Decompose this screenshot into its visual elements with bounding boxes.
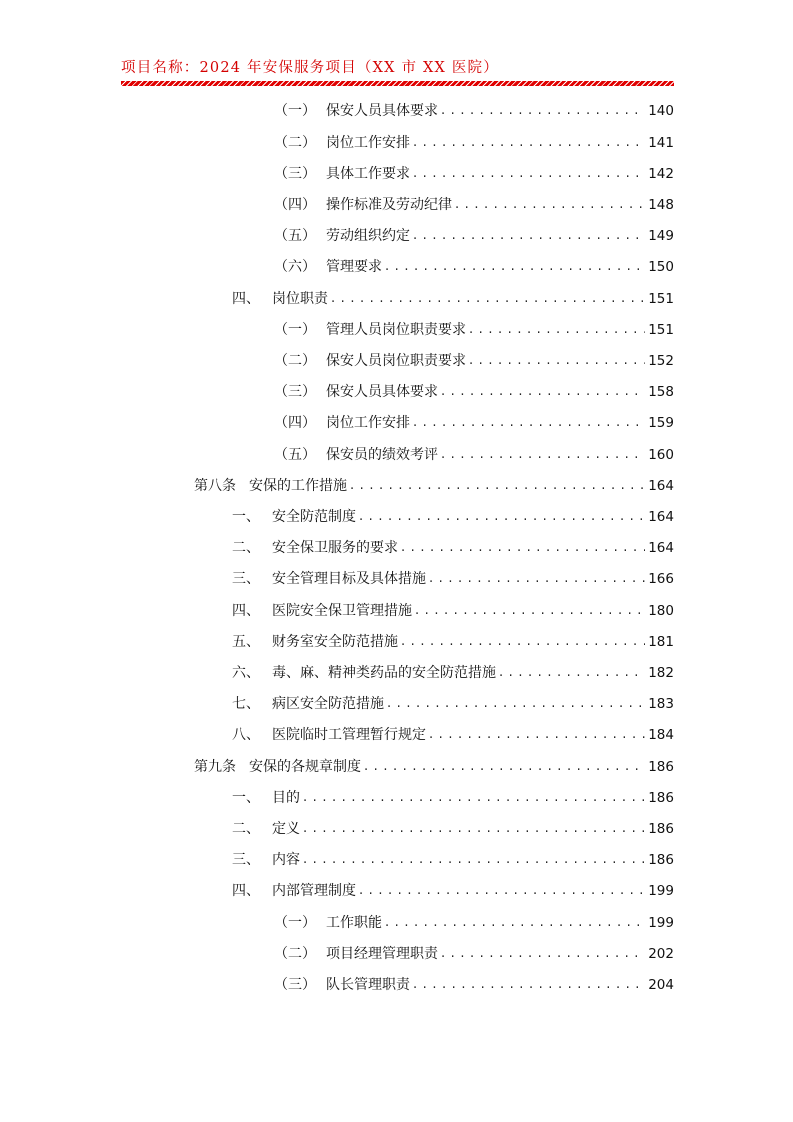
toc-entry[interactable] xyxy=(194,476,674,496)
toc-entry-number: 五、 xyxy=(232,634,260,650)
dot-leader xyxy=(350,476,645,496)
dot-leader xyxy=(413,133,645,153)
toc-entry[interactable] xyxy=(232,538,674,558)
dot-leader xyxy=(387,694,645,714)
toc-entry-title: 内容 xyxy=(272,852,300,868)
toc-entry-page: 184 xyxy=(648,727,674,743)
toc-entry-number: （一） xyxy=(274,915,316,931)
toc-entry-number: 第九条 xyxy=(194,759,236,775)
toc-entry-number: 六、 xyxy=(232,665,260,681)
toc-entry[interactable] xyxy=(274,195,674,215)
toc-entry-title: 岗位工作安排 xyxy=(326,415,410,431)
dot-leader xyxy=(429,569,645,589)
toc-entry[interactable] xyxy=(274,101,674,121)
toc-entry-title: 安全管理目标及具体措施 xyxy=(272,571,426,587)
dot-leader xyxy=(385,257,645,277)
toc-entry-title: 管理要求 xyxy=(326,259,382,275)
toc-entry-page: 151 xyxy=(648,322,674,338)
toc-entry-title: 财务室安全防范措施 xyxy=(272,634,398,650)
toc-entry-title: 队长管理职责 xyxy=(326,977,410,993)
toc-entry-number: （三） xyxy=(274,384,316,400)
toc-entry[interactable] xyxy=(232,881,674,901)
toc-entry-title: 保安人员具体要求 xyxy=(326,103,438,119)
toc-entry-title: 病区安全防范措施 xyxy=(272,696,384,712)
dot-leader xyxy=(499,663,645,683)
dot-leader xyxy=(359,507,645,527)
toc-entry-page: 183 xyxy=(648,696,674,712)
toc-entry-page: 151 xyxy=(648,291,674,307)
toc-entry-number: 一、 xyxy=(232,790,260,806)
toc-entry-title: 保安人员具体要求 xyxy=(326,384,438,400)
toc-entry-page: 186 xyxy=(648,759,674,775)
toc-entry-title: 安保的各规章制度 xyxy=(249,759,361,775)
toc-entry-page: 158 xyxy=(648,384,674,400)
toc-entry-number: （二） xyxy=(274,353,316,369)
toc-entry-page: 149 xyxy=(648,228,674,244)
dot-leader xyxy=(441,101,645,121)
toc-entry[interactable] xyxy=(232,694,674,714)
toc-entry[interactable] xyxy=(274,944,674,964)
toc-entry-number: （四） xyxy=(274,415,316,431)
toc-entry-title: 岗位工作安排 xyxy=(326,135,410,151)
toc-entry-title: 具体工作要求 xyxy=(326,166,410,182)
header-divider xyxy=(121,81,674,86)
toc-entry[interactable] xyxy=(232,289,674,309)
toc-entry-number: 第八条 xyxy=(194,478,236,494)
toc-entry[interactable] xyxy=(274,164,674,184)
toc-entry-page: 186 xyxy=(648,821,674,837)
toc-entry[interactable] xyxy=(274,226,674,246)
toc-entry-title: 医院安全保卫管理措施 xyxy=(272,603,412,619)
toc-entry[interactable] xyxy=(232,788,674,808)
toc-entry[interactable] xyxy=(274,382,674,402)
toc-entry-page: 150 xyxy=(648,259,674,275)
toc-entry-page: 204 xyxy=(648,977,674,993)
toc-entry[interactable] xyxy=(274,320,674,340)
toc-entry-page: 142 xyxy=(648,166,674,182)
toc-entry[interactable] xyxy=(274,975,674,995)
dot-leader xyxy=(413,164,645,184)
toc-entry-number: 三、 xyxy=(232,571,260,587)
toc-entry-number: （五） xyxy=(274,228,316,244)
dot-leader xyxy=(469,320,645,340)
toc-entry-number: 四、 xyxy=(232,883,260,899)
toc-entry-page: 140 xyxy=(648,103,674,119)
toc-entry-page: 199 xyxy=(648,915,674,931)
page-header xyxy=(121,58,674,86)
toc-entry-title: 管理人员岗位职责要求 xyxy=(326,322,466,338)
toc-entry-number: （三） xyxy=(274,977,316,993)
toc-entry-page: 181 xyxy=(648,634,674,650)
toc-entry-title: 岗位职责 xyxy=(272,291,328,307)
dot-leader xyxy=(303,819,645,839)
toc-entry-title: 保安员的绩效考评 xyxy=(326,447,438,463)
toc-entry-page: 160 xyxy=(648,447,674,463)
toc-entry-title: 定义 xyxy=(272,821,300,837)
toc-entry-title: 劳动组织约定 xyxy=(326,228,410,244)
toc-entry[interactable] xyxy=(194,757,674,777)
dot-leader xyxy=(401,632,645,652)
toc-entry-title: 安保的工作措施 xyxy=(249,478,347,494)
toc-entry-page: 180 xyxy=(648,603,674,619)
toc-entry-number: （五） xyxy=(274,447,316,463)
toc-entry-page: 182 xyxy=(648,665,674,681)
toc-entry[interactable] xyxy=(274,351,674,371)
toc-entry-page: 166 xyxy=(648,571,674,587)
dot-leader xyxy=(455,195,645,215)
toc-entry-title: 操作标准及劳动纪律 xyxy=(326,197,452,213)
toc-entry-number: （二） xyxy=(274,946,316,962)
toc-entry[interactable] xyxy=(232,569,674,589)
toc-entry-page: 164 xyxy=(648,509,674,525)
toc-entry-page: 141 xyxy=(648,135,674,151)
dot-leader xyxy=(413,975,645,995)
toc-entry[interactable] xyxy=(274,413,674,433)
toc-entry-title: 安全防范制度 xyxy=(272,509,356,525)
dot-leader xyxy=(303,850,645,870)
toc-entry-page: 148 xyxy=(648,197,674,213)
toc-entry-number: （三） xyxy=(274,166,316,182)
dot-leader xyxy=(441,944,645,964)
toc-entry-page: 164 xyxy=(648,540,674,556)
toc-entry[interactable] xyxy=(232,819,674,839)
toc-entry-page: 164 xyxy=(648,478,674,494)
toc-entry[interactable] xyxy=(232,507,674,527)
dot-leader xyxy=(415,601,645,621)
toc-entry-number: 四、 xyxy=(232,603,260,619)
dot-leader xyxy=(359,881,645,901)
toc-entry[interactable] xyxy=(232,850,674,870)
toc-entry-title: 保安人员岗位职责要求 xyxy=(326,353,466,369)
toc-entry[interactable] xyxy=(232,663,674,683)
toc-entry-page: 186 xyxy=(648,852,674,868)
toc-entry[interactable] xyxy=(274,445,674,465)
toc-entry-page: 202 xyxy=(648,946,674,962)
toc-entry[interactable] xyxy=(274,257,674,277)
toc-entry-number: 七、 xyxy=(232,696,260,712)
toc-entry-page: 159 xyxy=(648,415,674,431)
dot-leader xyxy=(429,725,645,745)
dot-leader xyxy=(441,445,645,465)
toc-entry-number: （一） xyxy=(274,322,316,338)
toc-entry-number: 二、 xyxy=(232,821,260,837)
dot-leader xyxy=(469,351,645,371)
toc-entry[interactable] xyxy=(274,913,674,933)
toc-entry-number: 三、 xyxy=(232,852,260,868)
toc-entry-page: 186 xyxy=(648,790,674,806)
toc-entry-number: （四） xyxy=(274,197,316,213)
toc-entry-title: 项目经理管理职责 xyxy=(326,946,438,962)
dot-leader xyxy=(385,913,645,933)
toc-entry-page: 152 xyxy=(648,353,674,369)
toc-entry-title: 内部管理制度 xyxy=(272,883,356,899)
dot-leader xyxy=(364,757,645,777)
dot-leader xyxy=(303,788,645,808)
toc-entry-title: 安全保卫服务的要求 xyxy=(272,540,398,556)
dot-leader xyxy=(441,382,645,402)
dot-leader xyxy=(413,226,645,246)
toc-entry-number: （一） xyxy=(274,103,316,119)
dot-leader xyxy=(331,289,645,309)
toc-entry[interactable] xyxy=(232,601,674,621)
toc-entry-number: 二、 xyxy=(232,540,260,556)
toc-entry-page: 199 xyxy=(648,883,674,899)
toc-entry-number: （六） xyxy=(274,259,316,275)
toc-entry-number: 四、 xyxy=(232,291,260,307)
toc-entry-number: 一、 xyxy=(232,509,260,525)
toc-entry[interactable] xyxy=(232,725,674,745)
toc-entry-number: 八、 xyxy=(232,727,260,743)
toc-entry-title: 医院临时工管理暂行规定 xyxy=(272,727,426,743)
toc-entry-title: 工作职能 xyxy=(326,915,382,931)
toc-entry-number: （二） xyxy=(274,135,316,151)
toc-entry[interactable] xyxy=(274,133,674,153)
dot-leader xyxy=(401,538,645,558)
toc-entry[interactable] xyxy=(232,632,674,652)
toc-entry-title: 目的 xyxy=(272,790,300,806)
project-title: 项目名称：2024 年安保服务项目（XX 市 XX 医院） xyxy=(121,60,499,76)
dot-leader xyxy=(413,413,645,433)
toc-entry-title: 毒、麻、精神类药品的安全防范措施 xyxy=(272,665,496,681)
